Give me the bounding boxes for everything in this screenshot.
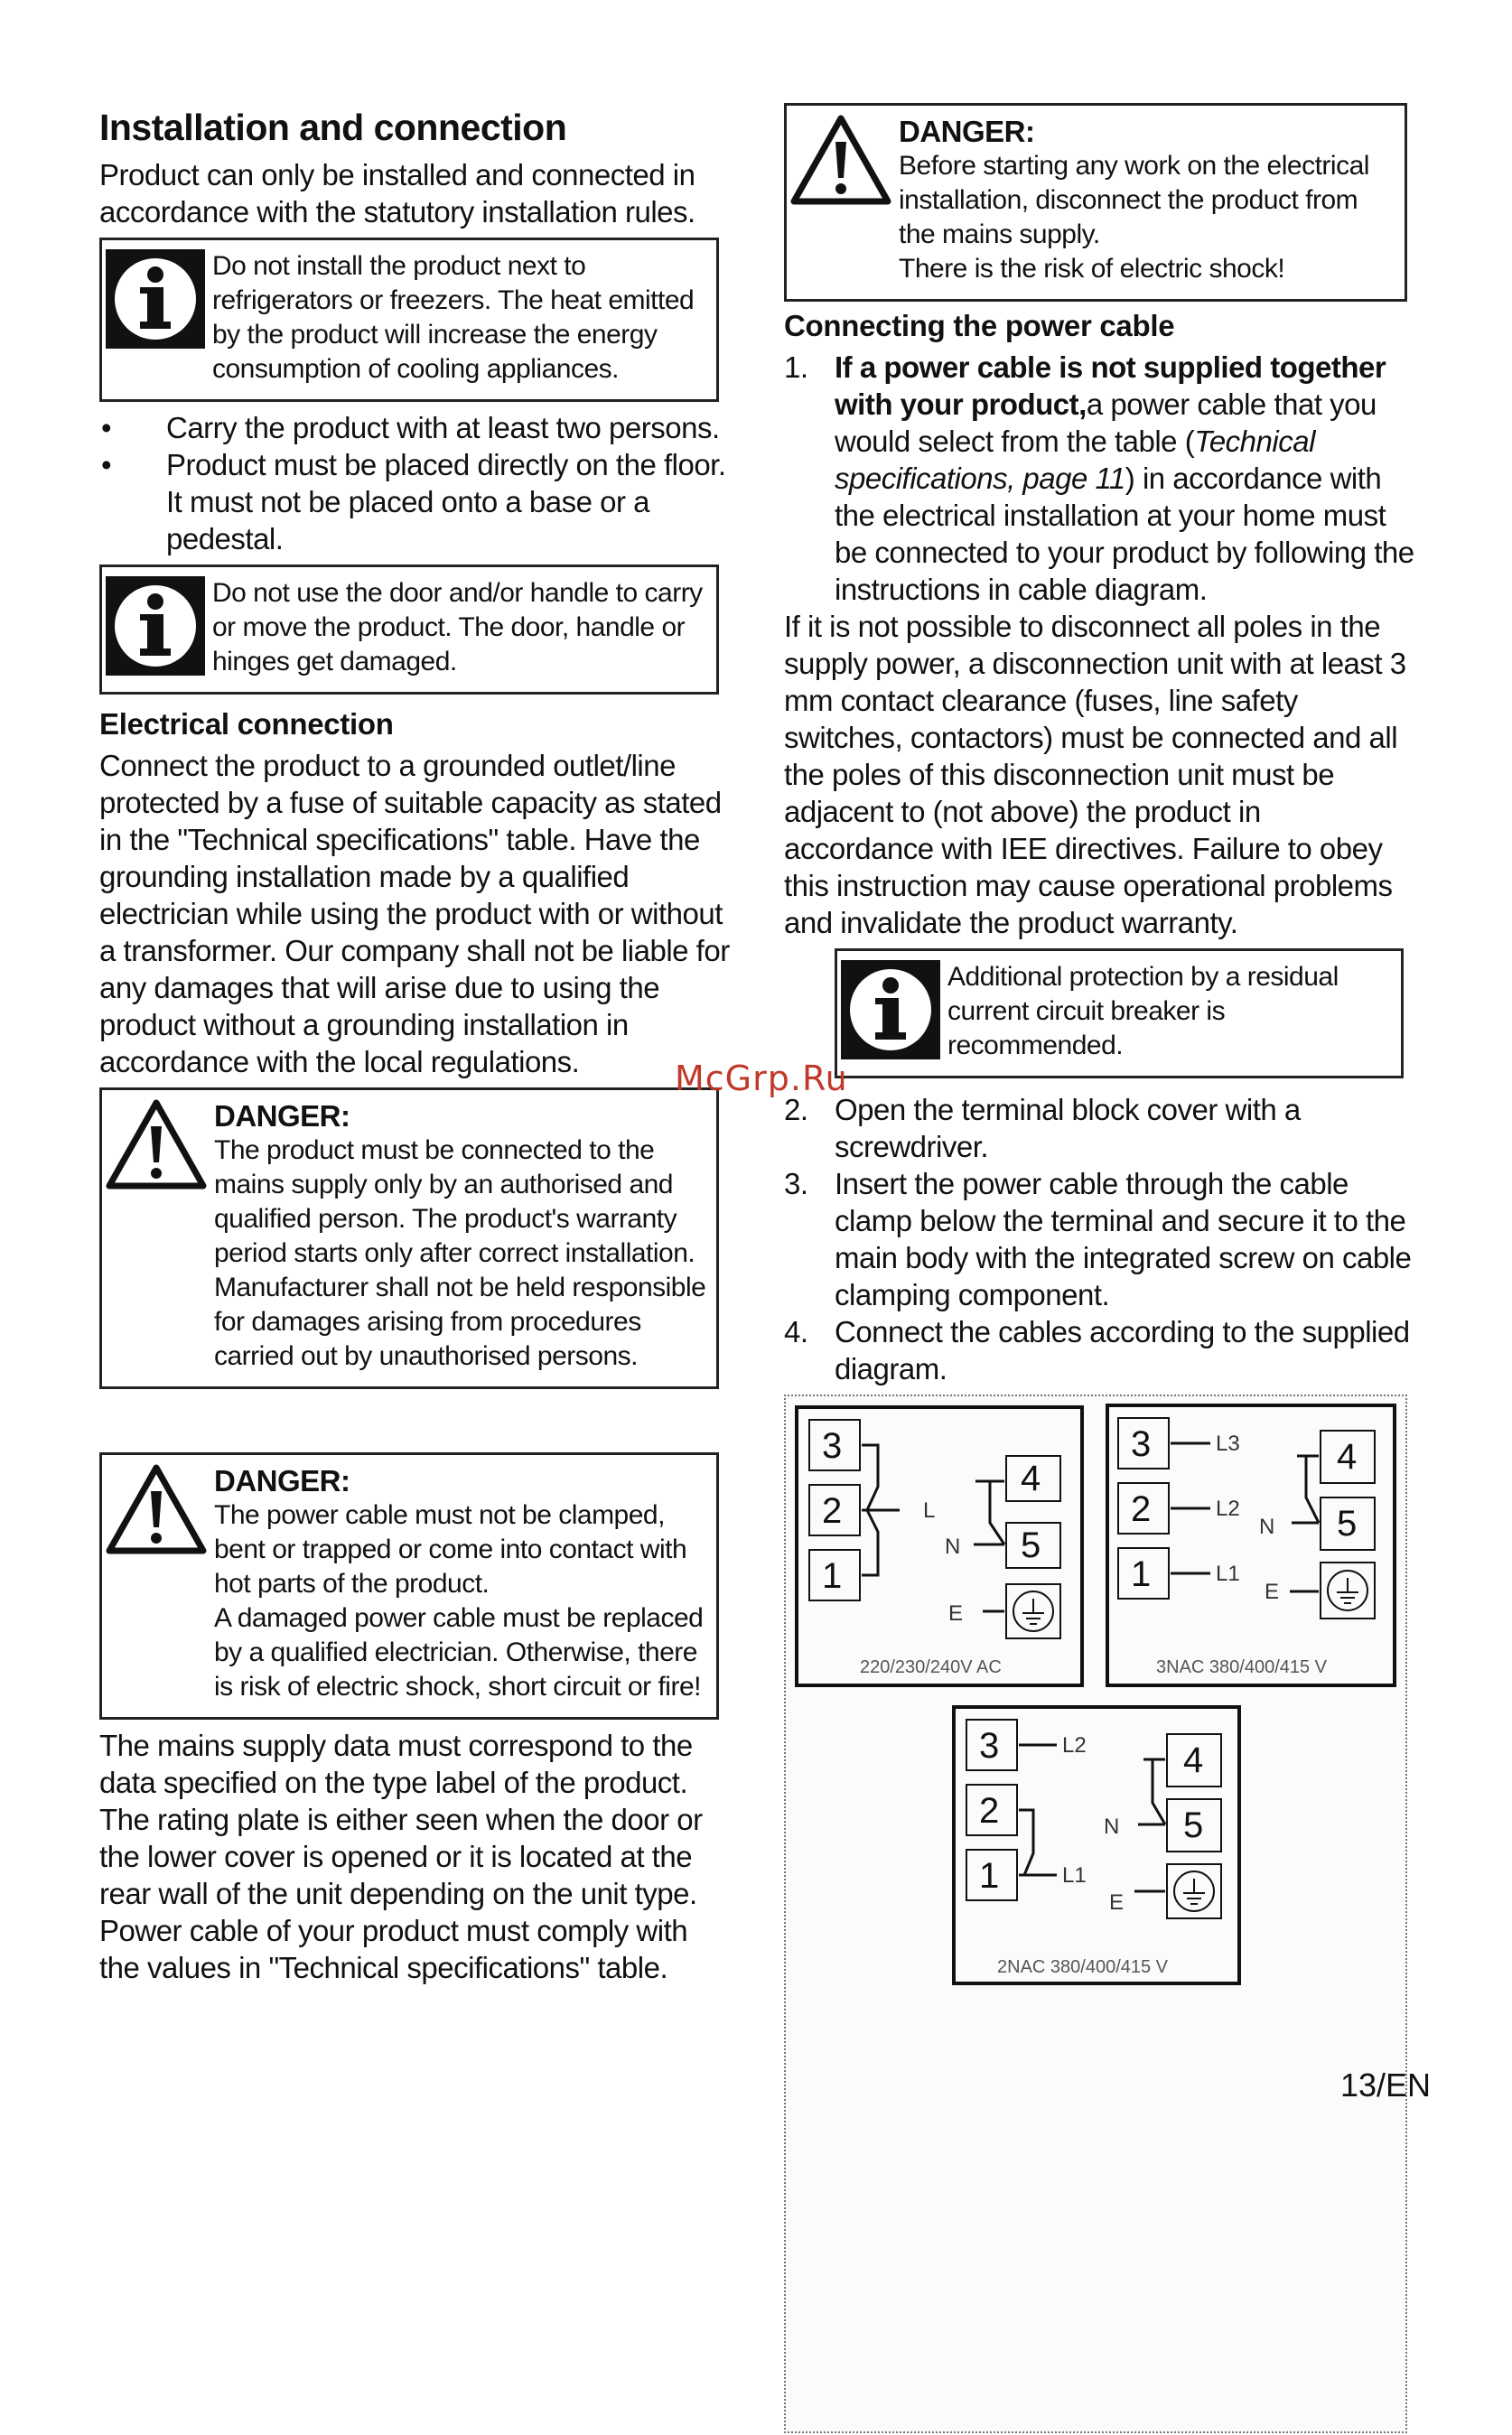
electrical-connection-text: Connect the product to a grounded outlet/line protected by a fuse of suitable capacity as stated in the "Technical specifications" table. Have the grounding installation made by a qualified electrician while using the product with or without a transformer. Our company shall not be liable for any damages that will arise due to using the product without a grounding installation in accordance with the local regulations. xyxy=(99,749,730,1078)
step-number: 1. xyxy=(784,350,808,384)
step-number: 2. xyxy=(784,1093,808,1126)
terminal-label: 2 xyxy=(1131,1489,1152,1529)
step-text xyxy=(835,349,1416,608)
wire-label: E xyxy=(1265,1580,1280,1604)
step-italic-text: Technical specifications, page 11 xyxy=(835,424,1315,495)
warning-triangle-icon xyxy=(106,1099,207,1194)
wire-label: L3 xyxy=(1216,1432,1240,1456)
terminal-label: 2 xyxy=(979,1791,1000,1831)
wire-label: L1 xyxy=(1216,1562,1240,1586)
bridge-1-2 xyxy=(1019,1810,1057,1875)
danger-text: The product must be connected to the mains supply only by an authorised and qualified person. The product's warranty period starts only after correct installation. xyxy=(214,1135,695,1268)
right-column xyxy=(784,107,1416,2179)
bullet-text: Carry the product with at least two persons. xyxy=(166,411,720,444)
wire-label: E xyxy=(1109,1890,1125,1915)
step-item xyxy=(784,1091,1416,1165)
info-text: Additional protection by a residual current circuit breaker is recommended. xyxy=(947,962,1339,1060)
step-number: 4. xyxy=(784,1315,808,1348)
terminal-label: 3 xyxy=(979,1726,1000,1766)
step-text-part: a power cable that you would select from the table ( xyxy=(835,387,1377,458)
warning-triangle-icon xyxy=(106,1464,207,1559)
danger-box-disconnect xyxy=(784,103,1407,302)
step-item xyxy=(784,1165,1416,1313)
disconnection-unit-text: If it is not possible to disconnect all poles in the supply power, a disconnection unit with at least 3 mm contact clearance (fuses, line safety switches, contactors) must be connected and all the poles of this disconnection unit must be adjacent to (not above) the product in accordance with IEE directives. Failure to obey this instruction may cause operational problems and invalidate the product warranty. xyxy=(784,610,1406,939)
wiring-diagrams xyxy=(784,1395,1407,2433)
info-icon xyxy=(841,960,940,1064)
bridge-1-2-3 xyxy=(862,1445,900,1575)
terminal-label: 4 xyxy=(1021,1459,1041,1498)
bullet-item xyxy=(99,446,732,557)
danger-text: Manufacturer shall not be held responsible for damages arising from procedures carried out by unauthorised persons. xyxy=(214,1273,706,1371)
wire-label: L xyxy=(923,1498,936,1523)
bullet-item xyxy=(99,409,732,446)
info-box-refrigerators xyxy=(99,238,719,402)
terminal-label: 3 xyxy=(822,1426,843,1466)
wire-label: L2 xyxy=(1062,1733,1087,1758)
terminal-label: 1 xyxy=(822,1556,843,1596)
diagram-caption: 3NAC 380/400/415 V xyxy=(1156,1657,1328,1677)
danger-text: A damaged power cable must be replaced by a qualified electrician. Otherwise, there is risk of electric shock, short circuit or fire! xyxy=(214,1603,704,1702)
terminal-label: 5 xyxy=(1337,1504,1358,1544)
wire-label: N xyxy=(1104,1815,1120,1839)
bridge-4-5 xyxy=(974,1481,1004,1544)
step-item xyxy=(784,1313,1416,1387)
step-text: Insert the power cable through the cable clamp below the terminal and secure it to the main body with the integrated screw on cable clamping component. xyxy=(835,1167,1412,1311)
info-icon xyxy=(106,576,205,680)
info-box-rcd xyxy=(835,948,1404,1078)
left-column xyxy=(99,107,732,1986)
danger-title: DANGER: xyxy=(214,1464,350,1497)
electrical-connection-heading: Electrical connection xyxy=(99,707,394,741)
diagram-caption: 220/230/240V AC xyxy=(860,1657,1002,1677)
wire-label: L1 xyxy=(1062,1863,1087,1888)
terminal-label: 5 xyxy=(1183,1805,1204,1845)
wire-label: N xyxy=(945,1535,961,1559)
wire-label: E xyxy=(948,1601,964,1626)
info-icon xyxy=(106,249,205,353)
phase-wires xyxy=(1171,1443,1210,1573)
warning-triangle-icon xyxy=(790,115,891,210)
step-text: Connect the cables according to the supplied diagram. xyxy=(835,1315,1410,1385)
info-text: Do not use the door and/or handle to carry or move the product. The door, handle or hinges get damaged. xyxy=(212,578,703,676)
terminal-label: 1 xyxy=(1131,1554,1152,1594)
danger-title: DANGER: xyxy=(214,1099,350,1133)
mains-supply-text: The mains supply data must correspond to the data specified on the type label of the product. The rating plate is either seen when the door or the lower cover is opened or it is located at the rear wall of the unit depending on the unit type. xyxy=(99,1729,703,1910)
step-number: 3. xyxy=(784,1167,808,1200)
terminal-label: 3 xyxy=(1131,1424,1152,1464)
info-text: Do not install the product next to refrigerators or freezers. The heat emitted by the product will increase the energy consumption of cooling appliances. xyxy=(212,251,695,384)
info-box-door-handle xyxy=(99,564,719,695)
danger-text: The power cable must not be clamped, bent or trapped or come into contact with hot parts of the product. xyxy=(214,1500,687,1599)
watermark: McGrp.Ru xyxy=(675,1059,848,1098)
terminal-label: 4 xyxy=(1337,1437,1358,1477)
intro-text: Product can only be installed and connected in accordance with the statutory installation rules. xyxy=(99,158,695,229)
danger-box-qualified-person xyxy=(99,1087,719,1389)
diagram-caption: 2NAC 380/400/415 V xyxy=(997,1957,1169,1977)
terminal-label: 2 xyxy=(822,1491,843,1531)
danger-box-power-cable xyxy=(99,1452,719,1720)
wire-label: N xyxy=(1259,1515,1275,1539)
wiring-diagram-svg xyxy=(786,1396,1409,2435)
connecting-power-cable-heading: Connecting the power cable xyxy=(784,309,1175,342)
bullet-text: Product must be placed directly on the floor. It must not be placed onto a base or a pedestal. xyxy=(166,448,726,555)
wire-label: L2 xyxy=(1216,1497,1240,1521)
terminal-label: 1 xyxy=(979,1856,1000,1896)
danger-text: There is the risk of electric shock! xyxy=(899,254,1285,284)
bullet-dot: • xyxy=(101,448,112,481)
danger-title: DANGER: xyxy=(899,115,1035,148)
terminal-label: 4 xyxy=(1183,1740,1204,1780)
bullet-dot: • xyxy=(101,411,112,444)
step-item xyxy=(784,349,1416,608)
bridge-4-5 xyxy=(1138,1759,1165,1824)
page-number: 13/EN xyxy=(1340,2066,1432,2104)
step-text: Open the terminal block cover with a screwdriver. xyxy=(835,1093,1301,1163)
step-text-part: ) in accordance with the electrical installation at your home must be connected to your product by following the instructions in cable diagram. xyxy=(835,462,1414,606)
section-title: Installation and connection xyxy=(99,107,567,148)
power-cable-text: Power cable of your product must comply with the values in "Technical specifications" table. xyxy=(99,1914,688,1984)
danger-text: Before starting any work on the electrical installation, disconnect the product from the mains supply. xyxy=(899,151,1369,249)
terminal-label: 5 xyxy=(1021,1525,1041,1565)
step-bold-text: If a power cable is not supplied together with your product, xyxy=(835,350,1386,421)
bridge-4-5 xyxy=(1292,1456,1319,1523)
